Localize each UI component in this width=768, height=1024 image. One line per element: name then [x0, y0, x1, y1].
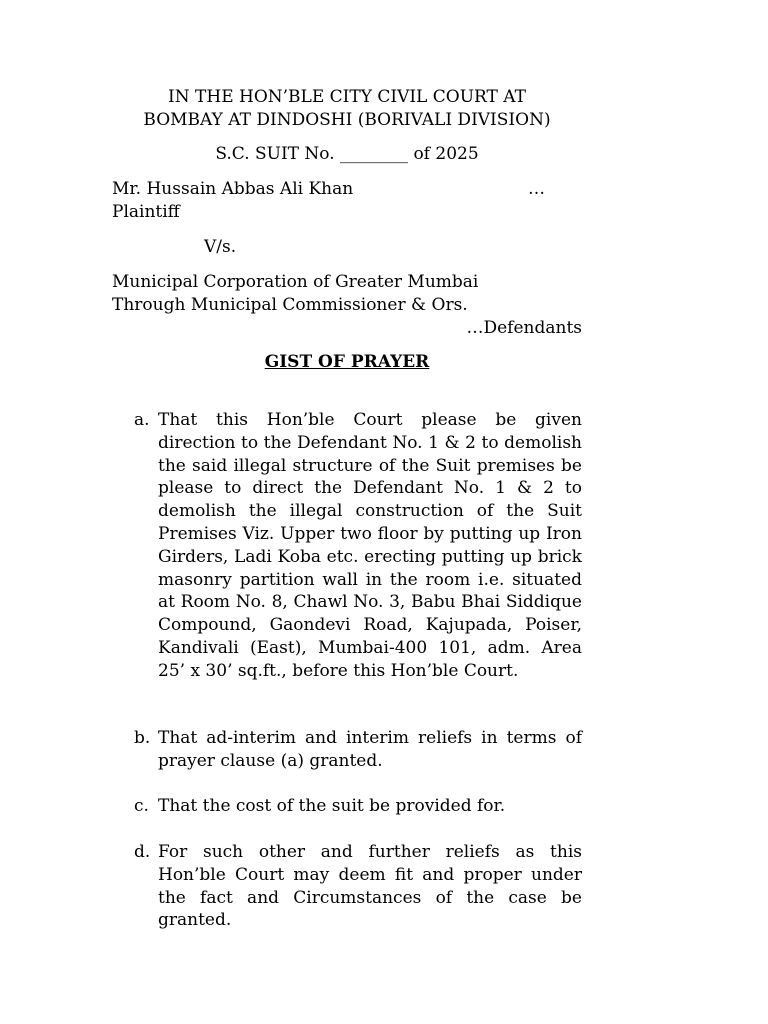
prayer-item-d — [112, 841, 582, 932]
defendant-label: …Defendants — [466, 318, 582, 338]
prayer-text: That ad-interim and interim reliefs in terms of prayer clause (a) granted. — [158, 728, 582, 771]
prayer-marker: d. — [134, 842, 151, 862]
court-title — [112, 86, 582, 132]
court-title-line-1: IN THE HON’BLE CITY CIVIL COURT AT — [168, 87, 526, 107]
prayer-marker: c. — [134, 796, 149, 816]
prayer-text: That this Hon’ble Court please be given direction to the Defendant No. 1 & 2 to demolish the said illegal structure of the Suit premises be please to direct the Defendant No. 1 & 2 to demolish the illegal construction of the Suit Premises Viz. Upper two floor by putting up Iron Girders, Ladi Koba etc. erecting putting up brick masonry partition wall in the room i.e. situated at Room No. 8, Chawl No. 3, Babu Bhai Siddique Compound, Gaondevi Road, Kajupada, Poiser, Kandivali (East), Mumbai-400 101, adm. Area 25’ x 30’ sq.ft., before this Hon’ble Court. — [158, 410, 582, 681]
versus-label: V/s. — [204, 237, 237, 257]
defendant-line-2: Through Municipal Commissioner & Ors. — [112, 295, 468, 315]
plaintiff-name: Mr. Hussain Abbas Ali Khan — [112, 179, 354, 199]
gist-of-prayer-title: GIST OF PRAYER — [264, 352, 430, 372]
prayer-item-b — [112, 727, 582, 773]
plaintiff-dots: … — [528, 179, 545, 199]
suit-number: S.C. SUIT No. ________ of 2025 — [215, 144, 479, 164]
defendant-line-1: Municipal Corporation of Greater Mumbai — [112, 272, 479, 292]
prayer-item-a — [112, 409, 582, 683]
prayer-text: For such other and further reliefs as this Hon’ble Court may deem fit and proper under the fact and Circumstances of the case be granted. — [158, 842, 582, 931]
plaintiff-label: Plaintiff — [112, 202, 180, 222]
prayer-item-c — [112, 795, 582, 818]
court-title-line-2: BOMBAY AT DINDOSHI (BORIVALI DIVISION) — [143, 110, 551, 130]
prayer-text: That the cost of the suit be provided for. — [158, 796, 506, 816]
document-page — [112, 0, 582, 1024]
prayer-marker: a. — [134, 410, 150, 430]
prayer-marker: b. — [134, 728, 151, 748]
